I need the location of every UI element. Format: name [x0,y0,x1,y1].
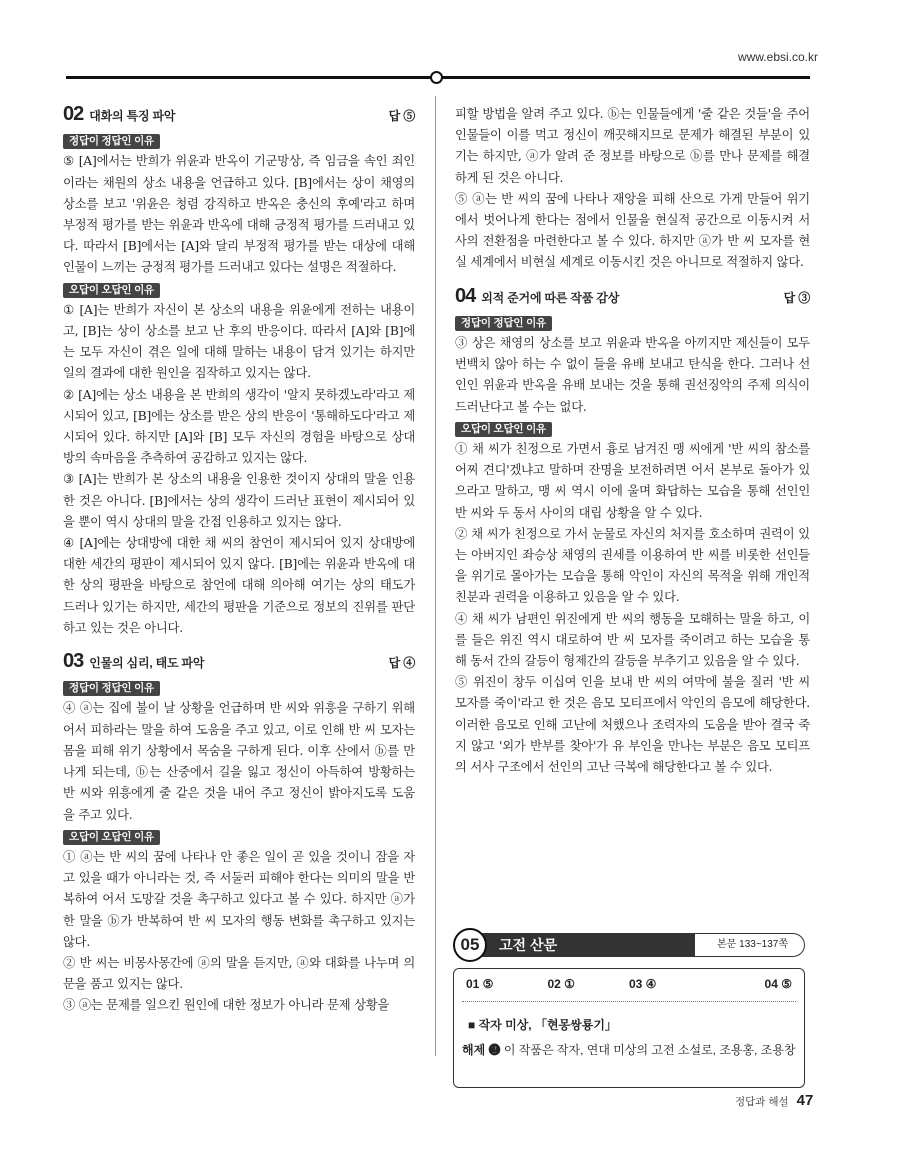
page-number: 47 [796,1092,814,1109]
wrong-explanation: ③ ⓐ는 문제를 일으킨 원인에 대한 정보가 아니라 문제 상황을 [63,998,390,1013]
question-answer: 답 ③ [783,290,810,305]
answer-key-item: 04 ⑤ [764,977,792,991]
correct-explanation: ④ ⓐ는 집에 불이 날 상황을 언급하며 반 씨와 위흥을 구하기 위해 어서 피하라는 말을 하여 도움을 주고 있고, 이로 인해 반 씨 모자는 몸을 피해 위기 상황에서 목숨을 구하게 된다. 이후 산에서 ⓑ를 만나게 되는데, ⓑ는 산중에서 길을 잃고 정신이 아득하여 방황하는 반 씨와 위흥에게 줄 같은 것을 내어 주고 정신이 밝아지도록 도움을 주고 있다. [63,701,415,822]
answer-key-row [454,969,804,991]
wrong-explanation: ⑤ 위진이 창두 이십여 인을 보내 반 씨의 여막에 불을 질러 '반 씨 모자를 죽이'라고 한 것은 음모 모티프에서 악인의 음모에 해당한다. 이러한 음모로 인해 고난에 처했으나 조력자의 도움을 받아 결국 죽지 않고 '외가 반부를 찾아'가 유 부인을 만나는 부분은 음모 모티프의 서사 구조에서 선인의 고난 극복에 해당한다고 볼 수 있다. [455,675,810,775]
unit-header [453,928,805,962]
unit-page-range: 본문 133~137쪽 [693,933,805,957]
footer-label: 정답과 해설 [735,1096,789,1108]
left-column [63,104,415,1017]
wrong-reason-tag: 오답이 오답인 이유 [63,283,160,298]
question-02-header [63,104,415,127]
wrong-explanation: ② 반 씨는 비몽사몽간에 ⓐ의 말을 듣지만, ⓐ와 대화를 나누며 의문을 품고 있지는 않다. [63,955,415,992]
continued-explanation: 피할 방법을 알려 주고 있다. ⓑ는 인물들에게 '줄 같은 것들'을 주어 인물들이 이를 먹고 정신이 깨끗해지므로 문제가 해결된 부분이 있기는 하지만, ⓐ가 알려 준 정보를 바탕으로 ⓑ를 만나 문제를 해결하게 된 것은 아니다. [455,107,810,185]
question-title: 대화의 특징 파악 [89,109,176,123]
question-answer: 답 ⑤ [388,109,415,123]
wrong-reason-tag: 오답이 오답인 이유 [455,422,552,437]
question-answer: 답 ④ [388,656,415,671]
wrong-explanation: ② [A]에는 상소 내용을 본 반희의 생각이 '알지 못하겠노라'라고 제시되어 있고, [B]에는 상소를 받은 상의 반응이 '통해하도다'라고 제시되어 있다. 하지만 [A]와 [B] 모두 자신의 경험을 바탕으로 상대방의 속마음을 추측하여 공감하고 있지는 않다. [63,387,415,466]
question-title: 외적 준거에 따른 작품 감상 [481,290,620,305]
wrong-explanation: ④ [A]에는 상대방에 대한 채 씨의 참언이 제시되어 있지 상대방에 대한 세간의 평판이 제시되어 있지 않다. [B]에는 위윤과 반옥에 대한 상의 평판을 바탕으로 참언에 대해 의아해 여기는 상의 태도가 드러나 있기는 하지만, 세간의 평판을 기준으로 정보의 진위를 판단하고 있는 것은 아니다. [63,536,415,635]
question-03-header [63,651,415,674]
continued-explanation: ⑤ ⓐ는 반 씨의 꿈에 나타나 재앙을 피해 산으로 가게 만들어 위기에서 벗어나게 한다는 점에서 인물을 현실적 공간으로 이동시켜 서사의 전환점을 마련한다고 볼 수 있다. 하지만 ⓐ가 반 씨 모자를 현실 세계에서 비현실 세계로 이동시킨 것은 아니므로 적절하지 않다. [455,191,810,270]
unit-number: 05 [453,928,487,962]
work-explanation [454,1033,804,1058]
column-divider [435,96,436,1056]
wrong-reason-tag: 오답이 오답인 이유 [63,830,160,845]
explanation-label: 해제 ➋ [462,1043,501,1057]
question-number: 03 [63,650,84,673]
correct-explanation: ③ 상은 채영의 상소를 보고 위윤과 반옥을 아끼지만 제신들이 모두 번백치 않아 하는 수 없이 들을 유배 보내고 탄식을 한다. 그러나 선인인 위윤과 반옥을 유배 보내는 것을 통해 권선징악의 주제 의식이 드러난다고 볼 수는 없다. [455,336,810,414]
unit-title: 고전 산문 [475,933,695,957]
right-column [455,104,810,778]
wrong-explanation: ① 채 씨가 친정으로 가면서 흉로 남겨진 맹 씨에게 '반 씨의 참소를 어찌 견디'겠냐고 말하며 잔명을 보전하려면 어서 본부로 돌아가 있으라고 말하고, 맹 씨 역시 이에 울며 화답하는 모습을 통해 선인인 반 씨와 두 동서 사이의 대립 상황을 알 수 있다. [455,442,810,520]
wrong-explanation: ④ 채 씨가 남편인 위진에게 반 씨의 행동을 모해하는 말을 하고, 이를 들은 위진 역시 대로하여 반 씨 모자를 죽이려고 하는 모습을 통해 동서 간의 갈등이 형제간의 갈등을 부추기고 있음을 알 수 있다. [455,611,810,669]
correct-reason-tag: 정답이 정답인 이유 [63,681,160,696]
question-number: 02 [63,103,84,125]
answer-key-box [453,968,805,1088]
wrong-explanation: ③ [A]는 반희가 본 상소의 내용을 인용한 것이지 상대의 말을 인용한 것은 아니다. [B]에서는 상의 생각이 드러난 표현이 제시되어 있을 뿐이 역시 상대의 말을 간접 인용하고 있지는 않다. [63,472,415,529]
question-04-header [455,286,810,309]
question-title: 인물의 심리, 태도 파악 [89,656,205,671]
work-title: ■ 작자 미상, 「현몽쌍룡기」 [468,1018,617,1032]
answer-key-item: 03 ④ [629,977,657,991]
wrong-explanation: ① [A]는 반희가 자신이 본 상소의 내용을 위윤에게 전하는 내용이고, [B]는 상이 상소를 보고 난 후의 반응이다. 따라서 [A]와 [B]에는 모두 자신이 겪은 일에 대해 말하는 내용이 담겨 있기는 하지만 일의 결과에 대한 원인을 짐작하고 있지는 않다. [63,302,415,381]
correct-reason-tag: 정답이 정답인 이유 [63,134,160,149]
wrong-explanation: ② 채 씨가 친정으로 가서 눈물로 자신의 처지를 호소하며 권력이 있는 아버지인 좌승상 채영의 권세를 이용하여 반 씨를 비롯한 선인들을 위기로 몰아가는 모습을 통해 악인이 자신의 목적을 위해 개인적 친분과 권력을 이용하고 있음을 알 수 있다. [455,526,810,605]
correct-reason-tag: 정답이 정답인 이유 [455,316,552,331]
explanation-text: 이 작품은 작자, 연대 미상의 고전 소설로, 조용홍, 조용창 [500,1043,796,1057]
correct-explanation: ⑤ [A]에서는 반희가 위윤과 반옥이 기군망상, 즉 임금을 속인 죄인이라는 채원의 상소 내용을 언급하고 있다. [B]에서는 상이 채영의 상소를 보고 '위윤은 청렴 강직하고 반옥은 충신의 후예'라고 하며 부정적 평가를 받는 위윤과 반옥에 대해 긍정적 평가를 드러내고 있다. 따라서 [B]에서는 [A]와 달리 부정적 평가를 받는 대상에 대해 인물이 느끼는 긍정적 평가를 드러내고 있다는 설명은 적절하다. [63,154,415,275]
page-footer [735,1092,813,1109]
answer-key-item: 02 ① [547,977,575,991]
site-url: www.ebsi.co.kr [737,50,818,64]
wrong-explanation: ① ⓐ는 반 씨의 꿈에 나타나 안 좋은 일이 곧 있을 것이니 잠을 자고 있을 때가 아니라는 것, 즉 서둘러 피해야 한다는 의미의 말을 반복하여 어서 도망갈 것을 촉구하고 있다고 볼 수 있다. 하지만 ⓐ가 한 말을 ⓑ가 반복하여 반 씨 모자의 행동 변화를 촉구하고 있지는 않다. [63,849,415,949]
unit-05-box [453,928,805,1088]
answer-key-item: 01 ⑤ [466,977,494,991]
question-number: 04 [455,284,476,307]
header-rule-dot [430,71,443,84]
